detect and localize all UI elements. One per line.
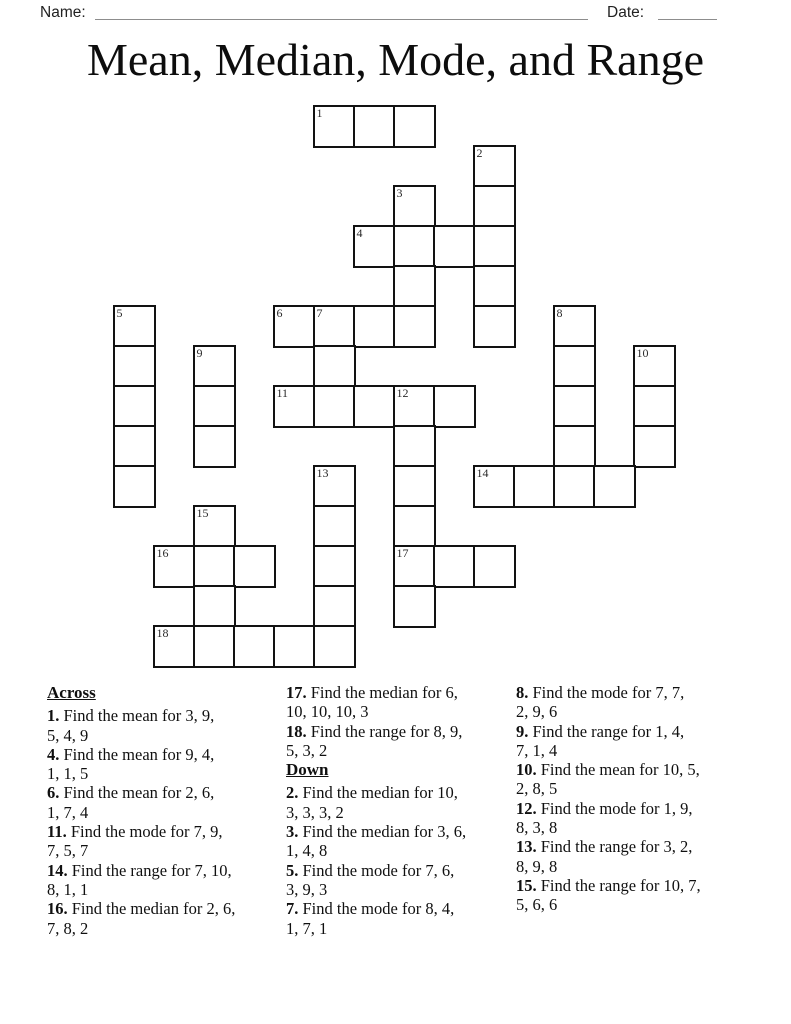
grid-cell[interactable] xyxy=(393,425,436,468)
clue-number: 2. xyxy=(286,783,299,803)
clue-18: 18. Find the range for 8, 9, 5, 3, 2 xyxy=(286,721,463,760)
clue-number: 5. xyxy=(286,860,299,880)
grid-cell[interactable] xyxy=(393,545,436,588)
grid-cell[interactable] xyxy=(553,465,596,508)
clue-number: 18. xyxy=(286,721,307,741)
grid-cell[interactable] xyxy=(393,265,436,308)
grid-cell[interactable] xyxy=(313,105,356,148)
clue-13: 13. Find the range for 3, 2, 8, 9, 8 xyxy=(516,837,693,876)
cell-number: 11 xyxy=(276,385,289,400)
grid-cell[interactable] xyxy=(153,545,196,588)
name-label: Name: xyxy=(40,4,86,21)
grid-cell[interactable] xyxy=(473,185,516,228)
cell-number: 7 xyxy=(316,305,323,320)
grid-cell[interactable] xyxy=(433,225,476,268)
clue-number: 7. xyxy=(286,899,299,919)
grid-cell[interactable] xyxy=(393,505,436,548)
grid-cell[interactable] xyxy=(553,425,596,468)
grid-cell[interactable] xyxy=(193,585,236,628)
clue-number: 3. xyxy=(286,822,299,842)
grid-cell[interactable] xyxy=(313,345,356,388)
clue-number: 13. xyxy=(516,837,537,857)
clue-9: 9. Find the range for 1, 4, 7, 1, 4 xyxy=(516,721,685,760)
clue-number: 6. xyxy=(47,783,60,803)
date-blank-line[interactable] xyxy=(658,4,717,20)
clue-number: 14. xyxy=(47,860,68,880)
cell-number: 17 xyxy=(396,545,409,560)
clue-number: 11. xyxy=(47,822,67,842)
grid-cell[interactable] xyxy=(113,305,156,348)
clue-2: 2. Find the median for 10, 3, 3, 3, 2 xyxy=(286,783,458,822)
grid-cell[interactable] xyxy=(193,385,236,428)
clue-5: 5. Find the mode for 7, 6, 3, 9, 3 xyxy=(286,860,455,899)
grid-cell[interactable] xyxy=(313,305,356,348)
clue-number: 17. xyxy=(286,683,307,702)
grid-cell[interactable] xyxy=(633,345,676,388)
cell-number: 1 xyxy=(316,105,323,120)
cell-number: 15 xyxy=(196,505,209,520)
grid-cell[interactable] xyxy=(553,385,596,428)
grid-cell[interactable] xyxy=(313,505,356,548)
cell-number: 3 xyxy=(396,185,403,200)
cell-number: 4 xyxy=(356,225,363,240)
crossword-grid xyxy=(114,106,676,668)
clue-number: 9. xyxy=(516,721,529,741)
grid-cell[interactable] xyxy=(113,345,156,388)
grid-cell[interactable] xyxy=(433,385,476,428)
clue-number: 12. xyxy=(516,798,537,818)
grid-cell[interactable] xyxy=(473,265,516,308)
cell-number: 5 xyxy=(116,305,123,320)
grid-cell[interactable] xyxy=(273,305,316,348)
grid-cell[interactable] xyxy=(393,105,436,148)
cell-number: 16 xyxy=(156,545,169,560)
grid-cell[interactable] xyxy=(313,465,356,508)
clue-8: 8. Find the mode for 7, 7, 2, 9, 6 xyxy=(516,683,685,722)
clue-7: 7. Find the mode for 8, 4, 1, 7, 1 xyxy=(286,899,455,938)
grid-cell[interactable] xyxy=(513,465,556,508)
grid-cell[interactable] xyxy=(113,465,156,508)
clue-number: 1. xyxy=(47,706,60,726)
grid-cell[interactable] xyxy=(473,545,516,588)
cell-number: 10 xyxy=(636,345,649,360)
cell-number: 2 xyxy=(476,145,483,160)
down-header: Down xyxy=(286,760,329,780)
date-label: Date: xyxy=(607,4,645,21)
grid-cell[interactable] xyxy=(233,545,276,588)
grid-cell[interactable] xyxy=(393,465,436,508)
grid-cell[interactable] xyxy=(193,425,236,468)
grid-cell[interactable] xyxy=(393,585,436,628)
grid-cell[interactable] xyxy=(353,105,396,148)
grid-cell[interactable] xyxy=(393,305,436,348)
clue-column xyxy=(286,683,520,938)
grid-cell[interactable] xyxy=(353,225,396,268)
grid-cell[interactable] xyxy=(553,305,596,348)
cell-number: 13 xyxy=(316,465,329,480)
grid-cell[interactable] xyxy=(473,145,516,188)
grid-cell[interactable] xyxy=(393,385,436,428)
grid-cell[interactable] xyxy=(313,545,356,588)
cell-number: 6 xyxy=(276,305,283,320)
cell-number: 8 xyxy=(556,305,563,320)
grid-cell[interactable] xyxy=(633,385,676,428)
clue-number: 15. xyxy=(516,875,537,895)
clue-12: 12. Find the mode for 1, 9, 8, 3, 8 xyxy=(516,798,693,838)
grid-cell[interactable] xyxy=(473,225,516,268)
across-header: Across xyxy=(47,683,96,702)
clue-11: 11. Find the mode for 7, 9, 7, 5, 7 xyxy=(47,822,223,861)
clue-1: 1. Find the mean for 3, 9, 5, 4, 9 xyxy=(47,706,215,745)
clue-column xyxy=(516,683,766,915)
grid-cell[interactable] xyxy=(473,305,516,348)
clue-number: 8. xyxy=(516,683,529,702)
clue-16: 16. Find the median for 2, 6, 7, 8, 2 xyxy=(47,899,236,938)
cell-number: 9 xyxy=(196,345,203,360)
grid-cell[interactable] xyxy=(433,545,476,588)
grid-cell[interactable] xyxy=(633,425,676,468)
clue-column xyxy=(47,683,289,938)
grid-cell[interactable] xyxy=(393,225,436,268)
clue-15: 15. Find the range for 10, 7, 5, 6, 6 xyxy=(516,875,701,915)
grid-cell[interactable] xyxy=(193,545,236,588)
grid-cell[interactable] xyxy=(393,185,436,228)
grid-cell[interactable] xyxy=(313,585,356,628)
clue-6: 6. Find the mean for 2, 6, 1, 7, 4 xyxy=(47,783,215,822)
grid-cell[interactable] xyxy=(193,625,236,668)
grid-cell[interactable] xyxy=(353,305,396,348)
clue-number: 4. xyxy=(47,744,60,764)
grid-cell[interactable] xyxy=(153,625,196,668)
grid-cell[interactable] xyxy=(313,385,356,428)
grid-cell[interactable] xyxy=(273,385,316,428)
grid-cell[interactable] xyxy=(193,505,236,548)
clue-10: 10. Find the mean for 10, 5, 2, 8, 5 xyxy=(516,760,700,799)
clue-3: 3. Find the median for 3, 6, 1, 4, 8 xyxy=(286,822,467,861)
grid-cell[interactable] xyxy=(273,625,316,668)
grid-cell[interactable] xyxy=(473,465,516,508)
grid-cell[interactable] xyxy=(233,625,276,668)
cell-number: 12 xyxy=(396,385,409,400)
clue-number: 16. xyxy=(47,899,68,919)
grid-cell[interactable] xyxy=(313,625,356,668)
name-blank-line[interactable] xyxy=(95,4,588,20)
clue-17: 17. Find the median for 6, 10, 10, 10, 3 xyxy=(286,683,458,722)
clue-4: 4. Find the mean for 9, 4, 1, 1, 5 xyxy=(47,744,215,784)
grid-cell[interactable] xyxy=(593,465,636,508)
clue-14: 14. Find the range for 7, 10, 8, 1, 1 xyxy=(47,860,232,899)
grid-cell[interactable] xyxy=(113,425,156,468)
clue-number: 10. xyxy=(516,760,537,780)
grid-cell[interactable] xyxy=(193,345,236,388)
page-title: Mean, Median, Mode, and Range xyxy=(86,34,704,85)
grid-cell[interactable] xyxy=(553,345,596,388)
cell-number: 14 xyxy=(476,465,489,480)
cell-number: 18 xyxy=(156,625,169,640)
grid-cell[interactable] xyxy=(113,385,156,428)
grid-cell[interactable] xyxy=(353,385,396,428)
